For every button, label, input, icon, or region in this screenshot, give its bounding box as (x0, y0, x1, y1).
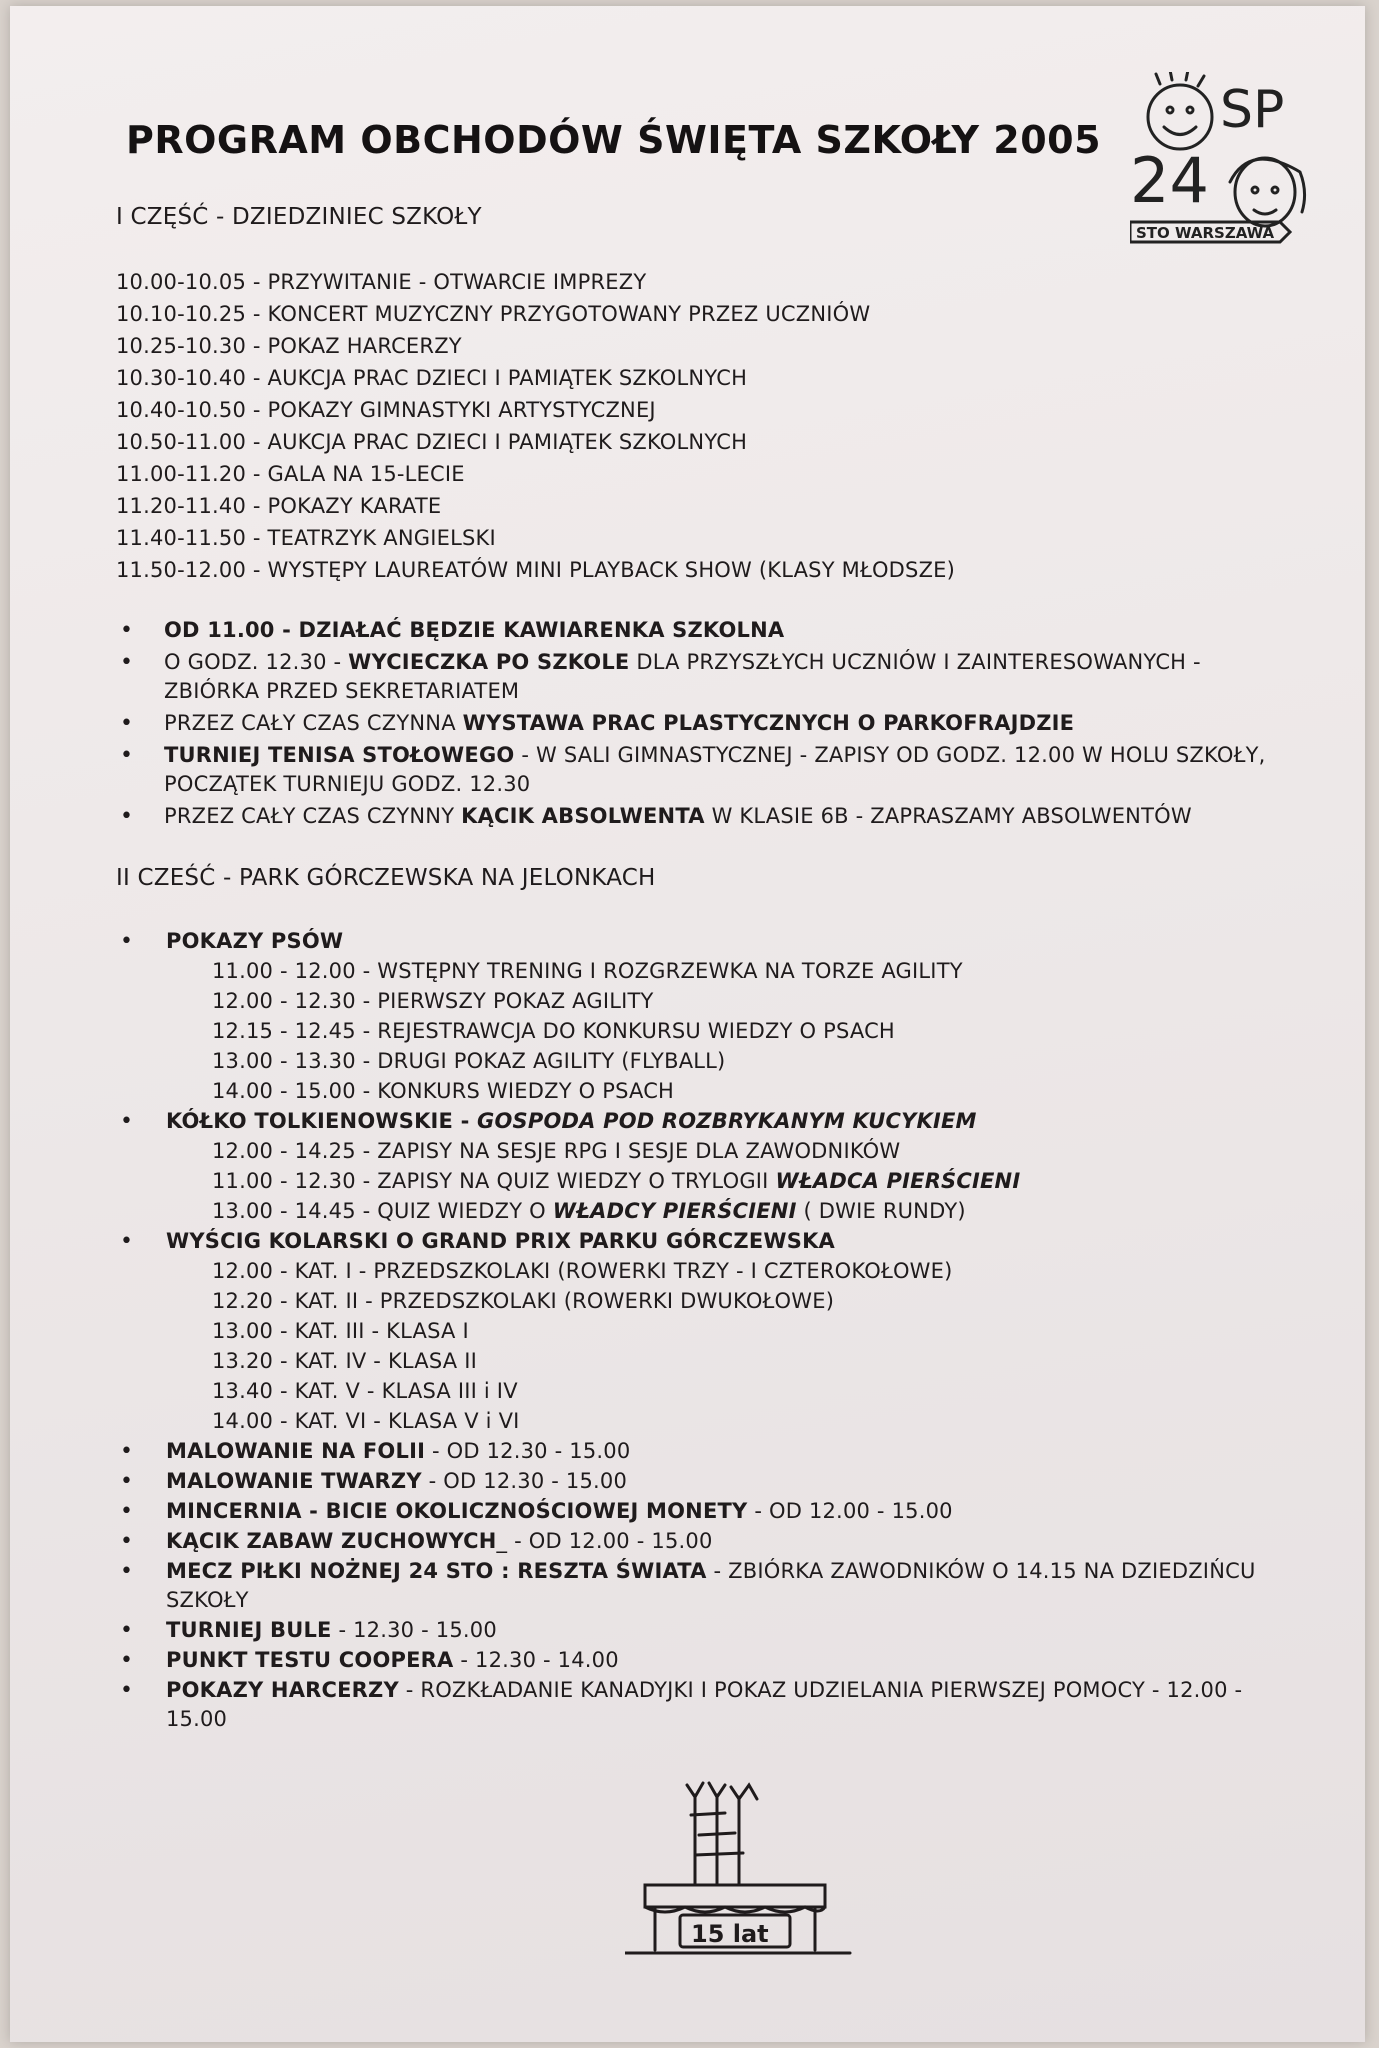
item-text: - ZBIÓRKA ZAWODNIKÓW O 14.15 NA DZIEDZIŃCU SZKOŁY (166, 1559, 1256, 1612)
schedule-line: 12.15 - 12.45 - REJESTRAWCJA DO KONKURSU WIEDZY O PSACH (212, 1019, 895, 1043)
schedule-line: 11.40-11.50 - TEATRZYK ANGIELSKI (116, 526, 496, 550)
schedule-line: 11.20-11.40 - POKAZY KARATE (116, 494, 442, 518)
bullet-text: WYSTAWA PRAC PLASTYCZNYCH O PARKOFRAJDZIE (462, 711, 1075, 735)
schedule-line: 13.00 - KAT. III - KLASA I (212, 1319, 469, 1343)
list-item (116, 1646, 1266, 1675)
part1-bullets (116, 616, 1266, 831)
list-item (116, 1437, 1266, 1466)
item-text: - 12.30 - 15.00 (331, 1618, 497, 1642)
list-item-race (116, 1227, 1266, 1436)
item-title: MALOWANIE TWARZY (166, 1469, 422, 1493)
list-item-dogs (116, 927, 1266, 1106)
bullet-text: DLA PRZYSZŁYCH UCZNIÓW I ZAINTERESOWANYCH - ZBIÓRKA PRZED SEKRETARIATEM (164, 650, 1201, 703)
part2-heading: II CZEŚĆ - PARK GÓRCZEWSKA NA JELONKACH (116, 865, 656, 891)
schedule-line: 10.10-10.25 - KONCERT MUZYCZNY PRZYGOTOWANY PRZEZ UCZNIÓW (116, 302, 871, 326)
part1-schedule (116, 266, 1266, 586)
race-schedule (166, 1256, 1266, 1436)
page-title: PROGRAM OBCHODÓW ŚWIĘTA SZKOŁY 2005 (126, 118, 1102, 162)
schedule-line: 12.00 - 14.25 - ZAPISY NA SESJE RPG I SESJE DLA ZAWODNIKÓW (212, 1139, 901, 1163)
tolkien-schedule (166, 1136, 1266, 1226)
bullet-text: O GODZ. 12.30 - (164, 650, 349, 674)
logo-sto-text: STO WARSZAWA (1136, 224, 1275, 242)
list-item (116, 1527, 1266, 1556)
tolkien-title-italic: GOSPODA POD ROZBRYKANYM KUCYKIEM (477, 1109, 977, 1133)
schedule-line: 13.20 - KAT. IV - KLASA II (212, 1349, 478, 1373)
item-text: - OD 12.00 - 15.00 (747, 1499, 953, 1523)
item-title: TURNIEJ BULE (166, 1618, 332, 1642)
list-item (116, 709, 1266, 738)
list-item (116, 1616, 1266, 1645)
list-item-tolkien (116, 1107, 1266, 1226)
bullet-text: - W SALI GIMNASTYCZNEJ - ZAPISY OD GODZ. 12.00 W HOLU SZKOŁY, POCZĄTEK TURNIEJU GODZ. 12.30 (164, 743, 1266, 796)
item-title: MALOWANIE NA FOLII (166, 1439, 426, 1463)
dogs-schedule (166, 956, 1266, 1106)
schedule-line: 11.00-11.20 - GALA NA 15-LECIE (116, 462, 465, 486)
list-item (116, 648, 1266, 706)
part2-bullets (116, 927, 1266, 1734)
document-body (116, 118, 1266, 1768)
cake-label: 15 lat (691, 1920, 769, 1948)
schedule-line: 14.00 - KAT. VI - KLASA V i VI (212, 1409, 520, 1433)
list-item (116, 1497, 1266, 1526)
line-text-italic: WŁADCY PIERŚCIENI (552, 1199, 797, 1223)
schedule-line: 10.50-11.00 - AUKCJA PRAC DZIECI I PAMIĄTEK SZKOLNYCH (116, 430, 748, 454)
item-title: MECZ PIŁKI NOŻNEJ 24 STO : RESZTA ŚWIATA (166, 1559, 707, 1583)
schedule-line: 13.40 - KAT. V - KLASA III i IV (212, 1379, 518, 1403)
line-text: 11.00 - 12.30 - ZAPISY NA QUIZ WIEDZY O TRYLOGII (212, 1169, 776, 1193)
bullet-text: PRZEZ CAŁY CZAS CZYNNY (164, 804, 462, 828)
schedule-line: 14.00 - 15.00 - KONKURS WIEDZY O PSACH (212, 1079, 675, 1103)
item-text: - OD 12.30 - 15.00 (421, 1469, 628, 1493)
bullet-text: KĄCIK ABSOLWENTA (461, 804, 705, 828)
bullet-text: WYCIECZKA PO SZKOLE (348, 650, 630, 674)
schedule-line (212, 1196, 1266, 1226)
schedule-line: 10.40-10.50 - POKAZY GIMNASTYKI ARTYSTYCZNEJ (116, 398, 656, 422)
schedule-line: 10.30-10.40 - AUKCJA PRAC DZIECI I PAMIĄTEK SZKOLNYCH (116, 366, 748, 390)
logo-24-text: 24 (1130, 144, 1209, 217)
item-text: - 12.30 - 14.00 (453, 1648, 619, 1672)
logo-sp-text: SP (1220, 80, 1285, 140)
bullet-text: W KLASIE 6B - ZAPRASZAMY ABSOLWENTÓW (704, 804, 1192, 828)
list-item (116, 802, 1266, 831)
list-item (116, 1557, 1266, 1615)
schedule-line: 10.00-10.05 - PRZYWITANIE - OTWARCIE IMPREZY (116, 270, 647, 294)
dogs-title: POKAZY PSÓW (166, 929, 344, 953)
item-title: MINCERNIA - BICIE OKOLICZNOŚCIOWEJ MONETY (166, 1499, 748, 1523)
part1-heading: I CZĘŚĆ - DZIEDZINIEC SZKOŁY (116, 204, 482, 230)
race-title: WYŚCIG KOLARSKI O GRAND PRIX PARKU GÓRCZEWSKA (166, 1229, 836, 1253)
item-text: - OD 12.30 - 15.00 (425, 1439, 631, 1463)
item-text: - ROZKŁADANIE KANADYJKI I POKAZ UDZIELANIA PIERWSZEJ POMOCY - 12.00 - 15.00 (166, 1678, 1243, 1731)
item-title: KĄCIK ZABAW ZUCHOWYCH (166, 1529, 497, 1553)
item-title: PUNKT TESTU COOPERA (166, 1648, 454, 1672)
schedule-line: 13.00 - 13.30 - DRUGI POKAZ AGILITY (FLYBALL) (212, 1049, 726, 1073)
bullet-text: PRZEZ CAŁY CZAS CZYNNA (164, 711, 463, 735)
schedule-line: 10.25-10.30 - POKAZ HARCERZY (116, 334, 462, 358)
line-text-italic: WŁADCA PIERŚCIENI (775, 1169, 1021, 1193)
schedule-line: 12.20 - KAT. II - PRZEDSZKOLAKI (ROWERKI DWUKOŁOWE) (212, 1289, 835, 1313)
list-item (116, 741, 1266, 799)
list-item (116, 1467, 1266, 1496)
bullet-text: TURNIEJ TENISA STOŁOWEGO (164, 743, 515, 767)
tolkien-title: KÓŁKO TOLKIENOWSKIE - (166, 1109, 478, 1133)
line-text: 13.00 - 14.45 - QUIZ WIEDZY O (212, 1199, 553, 1223)
list-item (116, 616, 1266, 645)
item-title: POKAZY HARCERZY (166, 1678, 399, 1702)
birthday-cake-icon (625, 1775, 855, 1960)
schedule-line (212, 1166, 1266, 1196)
line-text: ( DWIE RUNDY) (796, 1199, 966, 1223)
schedule-line: 12.00 - KAT. I - PRZEDSZKOLAKI (ROWERKI TRZY - I CZTEROKOŁOWE) (212, 1259, 953, 1283)
schedule-line: 11.50-12.00 - WYSTĘPY LAUREATÓW MINI PLAYBACK SHOW (KLASY MŁODSZE) (116, 558, 956, 582)
bullet-text: OD 11.00 - DZIAŁAĆ BĘDZIE KAWIARENKA SZKOLNA (164, 618, 785, 642)
schedule-line: 12.00 - 12.30 - PIERWSZY POKAZ AGILITY (212, 989, 654, 1013)
list-item (116, 1676, 1266, 1734)
schedule-line: 11.00 - 12.00 - WSTĘPNY TRENING I ROZGRZEWKA NA TORZE AGILITY (212, 959, 963, 983)
item-text: _ - OD 12.00 - 15.00 (496, 1529, 713, 1553)
